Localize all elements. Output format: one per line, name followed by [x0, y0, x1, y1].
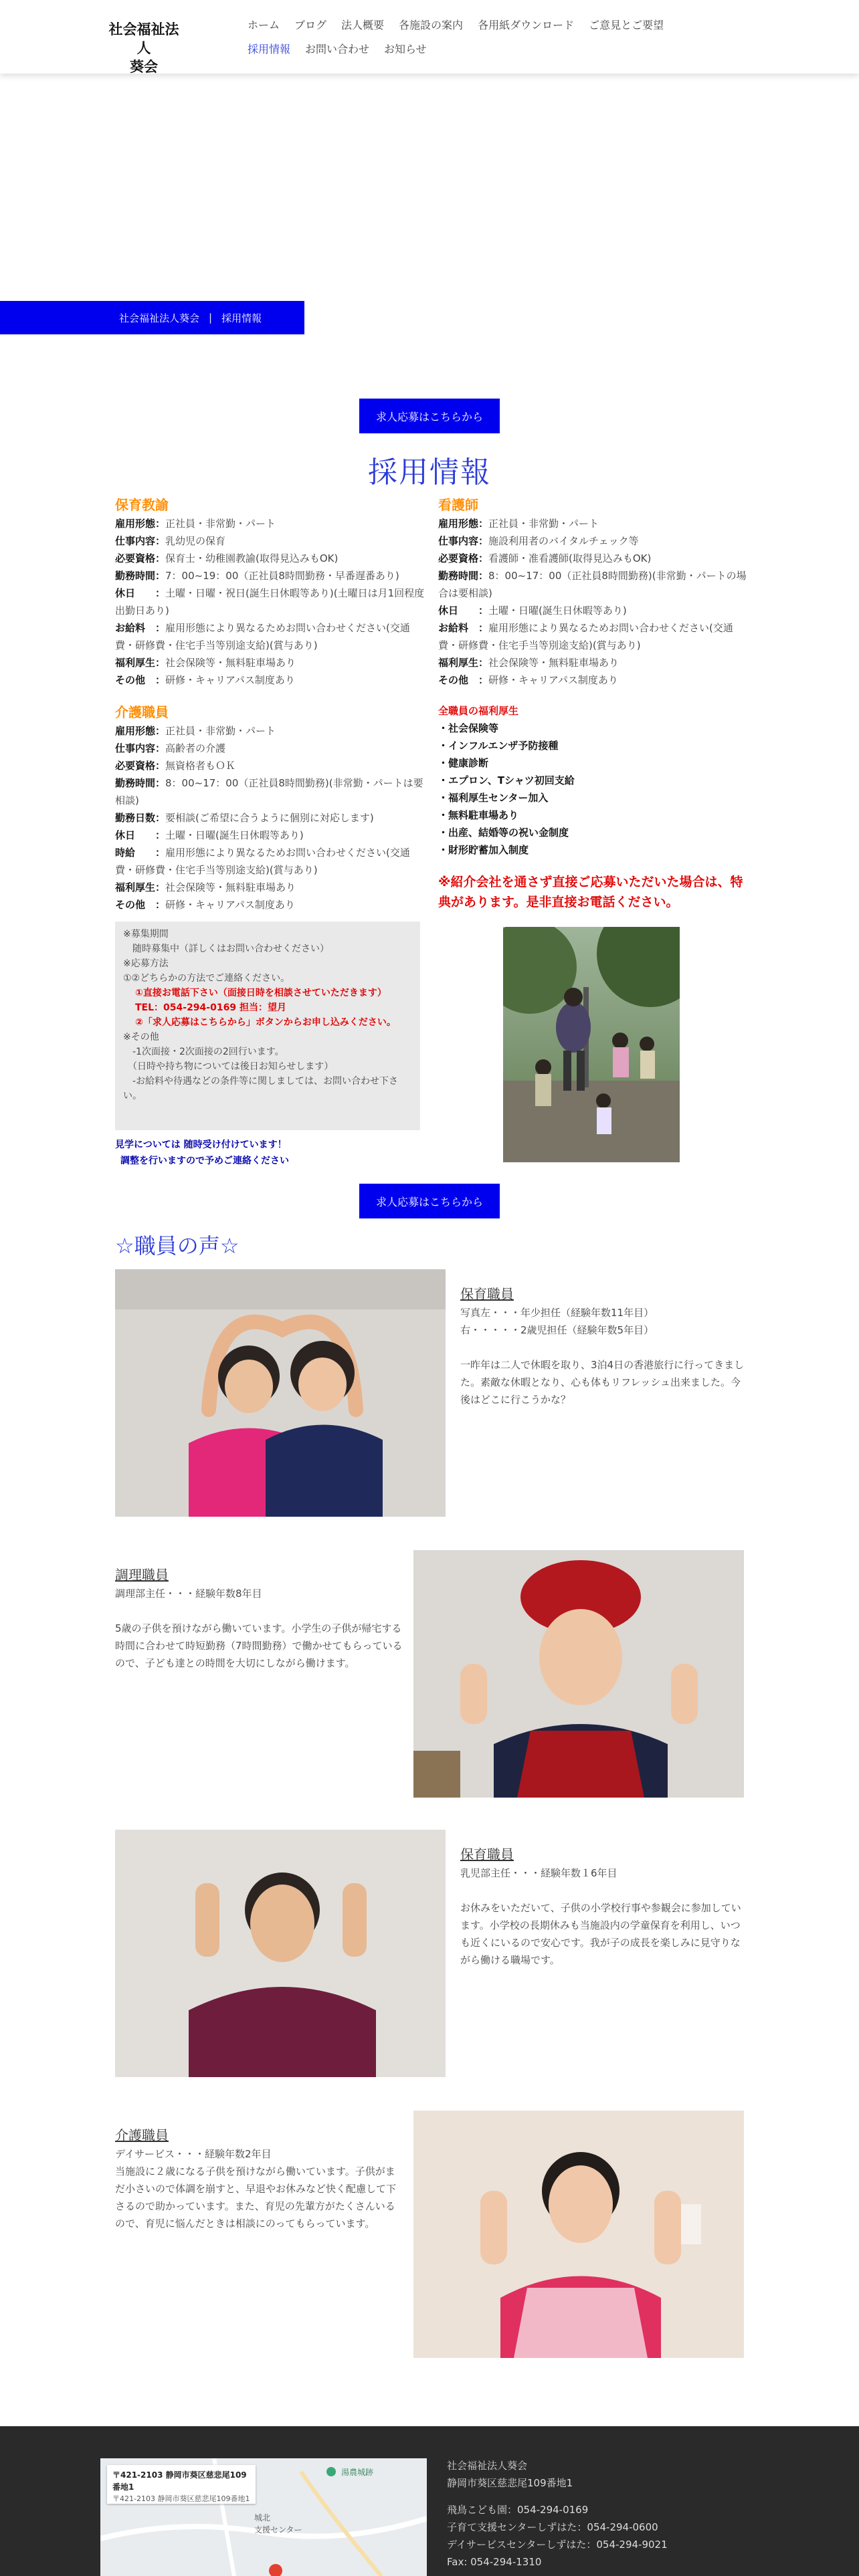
benefit-item: ・社会保険等 — [438, 722, 499, 734]
left-job-column — [115, 495, 430, 914]
staff-photo-care — [413, 2111, 744, 2358]
nurse-heading: 看護師 — [438, 497, 478, 513]
row-value: 土曜・日曜(誕生日休暇等あり) — [488, 605, 627, 617]
site-header — [0, 0, 859, 74]
voice-card — [460, 1285, 748, 1408]
map-address-card — [107, 2465, 256, 2504]
row-label: 勤務日数： — [115, 812, 166, 824]
nav-facilities[interactable]: 各施設の案内 — [399, 18, 464, 31]
visit-line: 見学については 随時受け付けています！ — [115, 1140, 287, 1150]
nav-contact[interactable]: お問い合わせ — [305, 42, 370, 56]
voice-card — [115, 2127, 403, 2232]
voice-meta: 写真左・・・年少担任（経験年数11年目） — [460, 1307, 654, 1319]
row-label: その他 ： — [438, 674, 489, 686]
care-row — [115, 896, 430, 914]
row-label: 福利厚生： — [115, 657, 166, 669]
row-label: 勤務時間： — [438, 570, 489, 582]
row-value: 土曜・日曜(誕生日休暇等あり) — [165, 829, 304, 841]
footer-line: 静岡市葵区慈悲尾109番地1 — [447, 2477, 573, 2489]
row-value: 無資格者もＯＫ — [165, 760, 236, 772]
nurse-row — [438, 567, 753, 602]
footer-contact — [447, 2457, 668, 2571]
notes-line: ※募集期間 — [123, 929, 169, 940]
row-label: 必要資格： — [438, 552, 489, 564]
voice-text: 一昨年は二人で休暇を取り、3泊4日の香港旅行に行ってきました。素敵な休暇となり、心も体もリフレッシュ出来ました。今後はどこに行こうかな？ — [460, 1359, 745, 1406]
care-row — [115, 879, 430, 896]
voice-role: 介護職員 — [115, 2127, 169, 2143]
row-label: 福利厚生： — [115, 881, 166, 893]
main-nav — [248, 12, 756, 60]
benefits-heading: 全職員の福利厚生 — [438, 705, 519, 717]
voice-role: 保育職員 — [460, 1846, 514, 1862]
row-value: 乳幼児の保育 — [165, 535, 226, 547]
benefit-item: ・財形貯蓄加入制度 — [438, 844, 529, 856]
nurse-row — [438, 550, 753, 567]
site-footer — [0, 2426, 859, 2576]
row-value: 正社員・非常勤・パート — [165, 725, 276, 737]
row-value: 正社員・非常勤・パート — [165, 518, 276, 530]
care-row — [115, 740, 430, 757]
apply-button-top[interactable]: 求人応募はこちらから — [359, 399, 500, 433]
voice-card — [460, 1846, 748, 1969]
map-address: 〒421-2103 静岡市葵区慈悲尾109番地1 — [112, 2470, 247, 2492]
row-value: 施設利用者のバイタルチェック等 — [488, 535, 639, 547]
care-row — [115, 844, 430, 879]
footer-line: 子育て支援センターしずはた：054-294-0600 — [447, 2521, 658, 2533]
care-heading: 介護職員 — [115, 704, 169, 720]
staff-photo-nursery-head — [115, 1830, 446, 2077]
care-row — [115, 722, 430, 740]
breadcrumb-home[interactable]: 社会福祉法人葵会 — [119, 312, 200, 324]
row-value: 要相談(ご希望に合うように個別に対応します) — [165, 812, 374, 824]
row-label: 時給 ： — [115, 847, 166, 859]
visit-line: 調整を行いますので予めご連絡ください — [120, 1156, 289, 1166]
row-value: 雇用形態により異なるためお問い合わせください(交通費・研修費・住宅手当等別途支給)(賞与あり) — [438, 622, 733, 651]
row-value: 7：00~19：00（正社員8時間勤務・早番遅番あり) — [165, 570, 399, 582]
voice-text: お休みをいただいて、子供の小学校行事や参観会に参加しています。小学校の長期休みも当施設内の学童保育を利用し、いつも近くにいるので安心です。我が子の成長を楽しみに見守りながら働ける職場です。 — [460, 1902, 741, 1966]
breadcrumb — [0, 301, 304, 334]
map-label: 支援センター — [254, 2525, 302, 2535]
map-label: 湯農城跡 — [341, 2468, 374, 2477]
voice-card — [115, 1566, 403, 1672]
voice-meta: 乳児部主任・・・経験年数１6年目 — [460, 1867, 617, 1879]
footer-line: 社会福祉法人葵会 — [447, 2460, 528, 2472]
nursery-row — [115, 550, 430, 567]
row-label: 雇用形態： — [438, 518, 489, 530]
nursery-row — [115, 671, 430, 689]
notes-line: ※その他 — [123, 1032, 159, 1043]
nurse-row — [438, 654, 753, 671]
nurse-row — [438, 532, 753, 550]
voice-meta: 右・・・・・2歳児担任（経験年数5年目） — [460, 1324, 654, 1336]
nursery-heading: 保育教諭 — [115, 497, 169, 513]
notes-phone: ①直接お電話下さい（面接日時を相談させていただきます）TEL：054-294-0169 担当：望月 — [135, 988, 387, 1013]
site-logo[interactable] — [107, 20, 181, 76]
row-value: 看護師・准看護師(取得見込みもOK) — [488, 552, 652, 564]
footer-line: 飛鳥こども園：054-294-0169 — [447, 2504, 589, 2516]
row-label: 仕事内容： — [438, 535, 489, 547]
nurse-row — [438, 602, 753, 619]
benefit-item: ・エプロン、Tシャツ初回支給 — [438, 774, 575, 786]
row-label: 雇用形態： — [115, 518, 166, 530]
row-value: 研修・キャリアパス制度あり — [165, 899, 295, 911]
row-value: 8：00~17：00（正社員8時間勤務)(非常勤・パートの場合は要相談) — [438, 570, 747, 599]
notes-line: 随時募集中（詳しくはお問い合わせください） — [123, 944, 329, 954]
notes-line: ①②どちらかの方法でご連絡ください。 — [123, 973, 290, 984]
voice-meta: 調理部主任・・・経験年数8年目 — [115, 1588, 262, 1600]
breadcrumb-separator: | — [209, 312, 213, 324]
row-value: 8：00~17：00（正社員8時間勤務)(非常勤・パートは要相談) — [115, 777, 423, 807]
row-value: 保育士・幼稚園教諭(取得見込みもOK) — [165, 552, 339, 564]
care-row — [115, 809, 430, 827]
benefit-item: ・インフルエンザ予防接種 — [438, 740, 559, 752]
nav-about[interactable]: 法人概要 — [341, 18, 385, 31]
recruit-notes — [115, 922, 420, 1130]
visit-info — [115, 1137, 289, 1169]
care-row — [115, 774, 430, 809]
row-value: 正社員・非常勤・パート — [488, 518, 599, 530]
nav-home[interactable]: ホーム — [248, 18, 280, 31]
benefit-item: ・福利厚生センター加入 — [438, 792, 549, 804]
nursery-row — [115, 619, 430, 654]
nav-downloads[interactable]: 各用紙ダウンロード — [478, 18, 575, 31]
row-value: 社会保険等・無料駐車場あり — [488, 657, 619, 669]
benefit-item: ・出産、結婚等の祝い金制度 — [438, 827, 569, 839]
row-label: 福利厚生： — [438, 657, 489, 669]
nursery-row — [115, 567, 430, 584]
row-value: 社会保険等・無料駐車場あり — [165, 657, 296, 669]
right-job-column — [438, 495, 753, 912]
row-value: 雇用形態により異なるためお問い合わせください(交通費・研修費・住宅手当等別途支給)(賞与あり) — [115, 622, 410, 651]
footer-line: デイサービスセンターしずはた：054-294-9021 — [447, 2539, 668, 2551]
row-value: 高齢者の介護 — [165, 742, 226, 754]
voice-text: 5歳の子供を預けながら働いています。小学生の子供が帰宅する時間に合わせて時短勤務（7時間勤務）で働かせてもらっているので、子ども達との時間を大切にしながら働けます。 — [115, 1622, 403, 1669]
row-label: 仕事内容： — [115, 535, 166, 547]
row-value: 研修・キャリアパス制度あり — [488, 674, 618, 686]
benefit-item: ・無料駐車場あり — [438, 809, 519, 821]
row-value: 社会保険等・無料駐車場あり — [165, 881, 296, 893]
voice-role: 調理職員 — [115, 1567, 169, 1583]
notes-form: ②「求人応募はこちらから」ボタンからお申し込みください。 — [135, 1017, 396, 1028]
footer-line: Fax: 054-294-1310 — [447, 2556, 542, 2568]
row-label: その他 ： — [115, 674, 166, 686]
row-value: 研修・キャリアパス制度あり — [165, 674, 295, 686]
row-label: その他 ： — [115, 899, 166, 911]
row-label: 休日 ： — [115, 587, 166, 599]
row-label: お給料 ： — [115, 622, 166, 634]
row-label: 休日 ： — [115, 829, 166, 841]
nursery-row — [115, 654, 430, 671]
notes-line: -1次面接・2次面接の2回行います。 — [123, 1047, 284, 1057]
voice-text: 当施設に２歳になる子供を預けながら働いています。子供がまだ小さいので体調を崩すと、早退やお休みなど快く配慮して下さるので助かっています。また、育児の先輩方がたくさんいるので、育児に悩んだときは相談にのってもらっています。 — [115, 2165, 397, 2230]
direct-apply-notice: ※紹介会社を通さず直接ご応募いただいた場合は、特典があります。是非直接お電話ください。 — [438, 875, 743, 909]
voice-meta: デイサービス・・・経験年数2年目 — [115, 2148, 272, 2160]
staff-voices-title: ☆職員の声☆ — [115, 1233, 240, 1259]
staff-photo-nursery-pair — [115, 1269, 446, 1517]
playground-photo — [503, 927, 680, 1162]
row-label: お給料 ： — [438, 622, 489, 634]
breadcrumb-current: 採用情報 — [221, 312, 262, 324]
notes-line: （日時や持ち物については後日お知らせします） — [123, 1061, 334, 1072]
nurse-row — [438, 671, 753, 689]
map-address-sub: 〒421-2103 静岡市葵区慈悲尾109番地1 — [112, 2494, 250, 2503]
row-label: 必要資格： — [115, 760, 166, 772]
map-label: 城北 — [254, 2513, 271, 2523]
row-label: 雇用形態： — [115, 725, 166, 737]
row-label: 仕事内容： — [115, 742, 166, 754]
row-label: 勤務時間： — [115, 777, 166, 789]
care-row — [115, 827, 430, 844]
care-row — [115, 757, 430, 774]
logo-line2: 葵会 — [130, 59, 158, 75]
nav-recruit[interactable]: 採用情報 — [248, 42, 291, 56]
nurse-row — [438, 515, 753, 532]
staff-photo-cook — [413, 1550, 744, 1798]
location-map[interactable] — [100, 2458, 427, 2576]
row-value: 雇用形態により異なるためお問い合わせください(交通費・研修費・住宅手当等別途支給)(賞与あり) — [115, 847, 410, 876]
nursery-row — [115, 584, 430, 619]
apply-button-bottom[interactable]: 求人応募はこちらから — [359, 1184, 500, 1218]
notes-line: -お給料や待遇などの条件等に関しましては、お問い合わせ下さい。 — [123, 1076, 399, 1101]
page-title: 採用情報 — [368, 455, 491, 490]
nav-news[interactable]: お知らせ — [384, 42, 427, 56]
nurse-row — [438, 619, 753, 654]
row-value: 土曜・日曜・祝日(誕生日休暇等あり)(土曜日は月1回程度出勤日あり) — [115, 587, 425, 617]
nursery-row — [115, 532, 430, 550]
nursery-row — [115, 515, 430, 532]
row-label: 休日 ： — [438, 605, 489, 617]
nav-feedback[interactable]: ご意見とご要望 — [589, 18, 664, 31]
logo-line1: 社会福祉法人 — [108, 21, 179, 56]
nav-blog[interactable]: ブログ — [294, 18, 327, 31]
notes-line: ※応募方法 — [123, 958, 169, 969]
row-label: 必要資格： — [115, 552, 166, 564]
benefit-item: ・健康診断 — [438, 757, 489, 769]
row-label: 勤務時間： — [115, 570, 166, 582]
voice-role: 保育職員 — [460, 1286, 514, 1302]
